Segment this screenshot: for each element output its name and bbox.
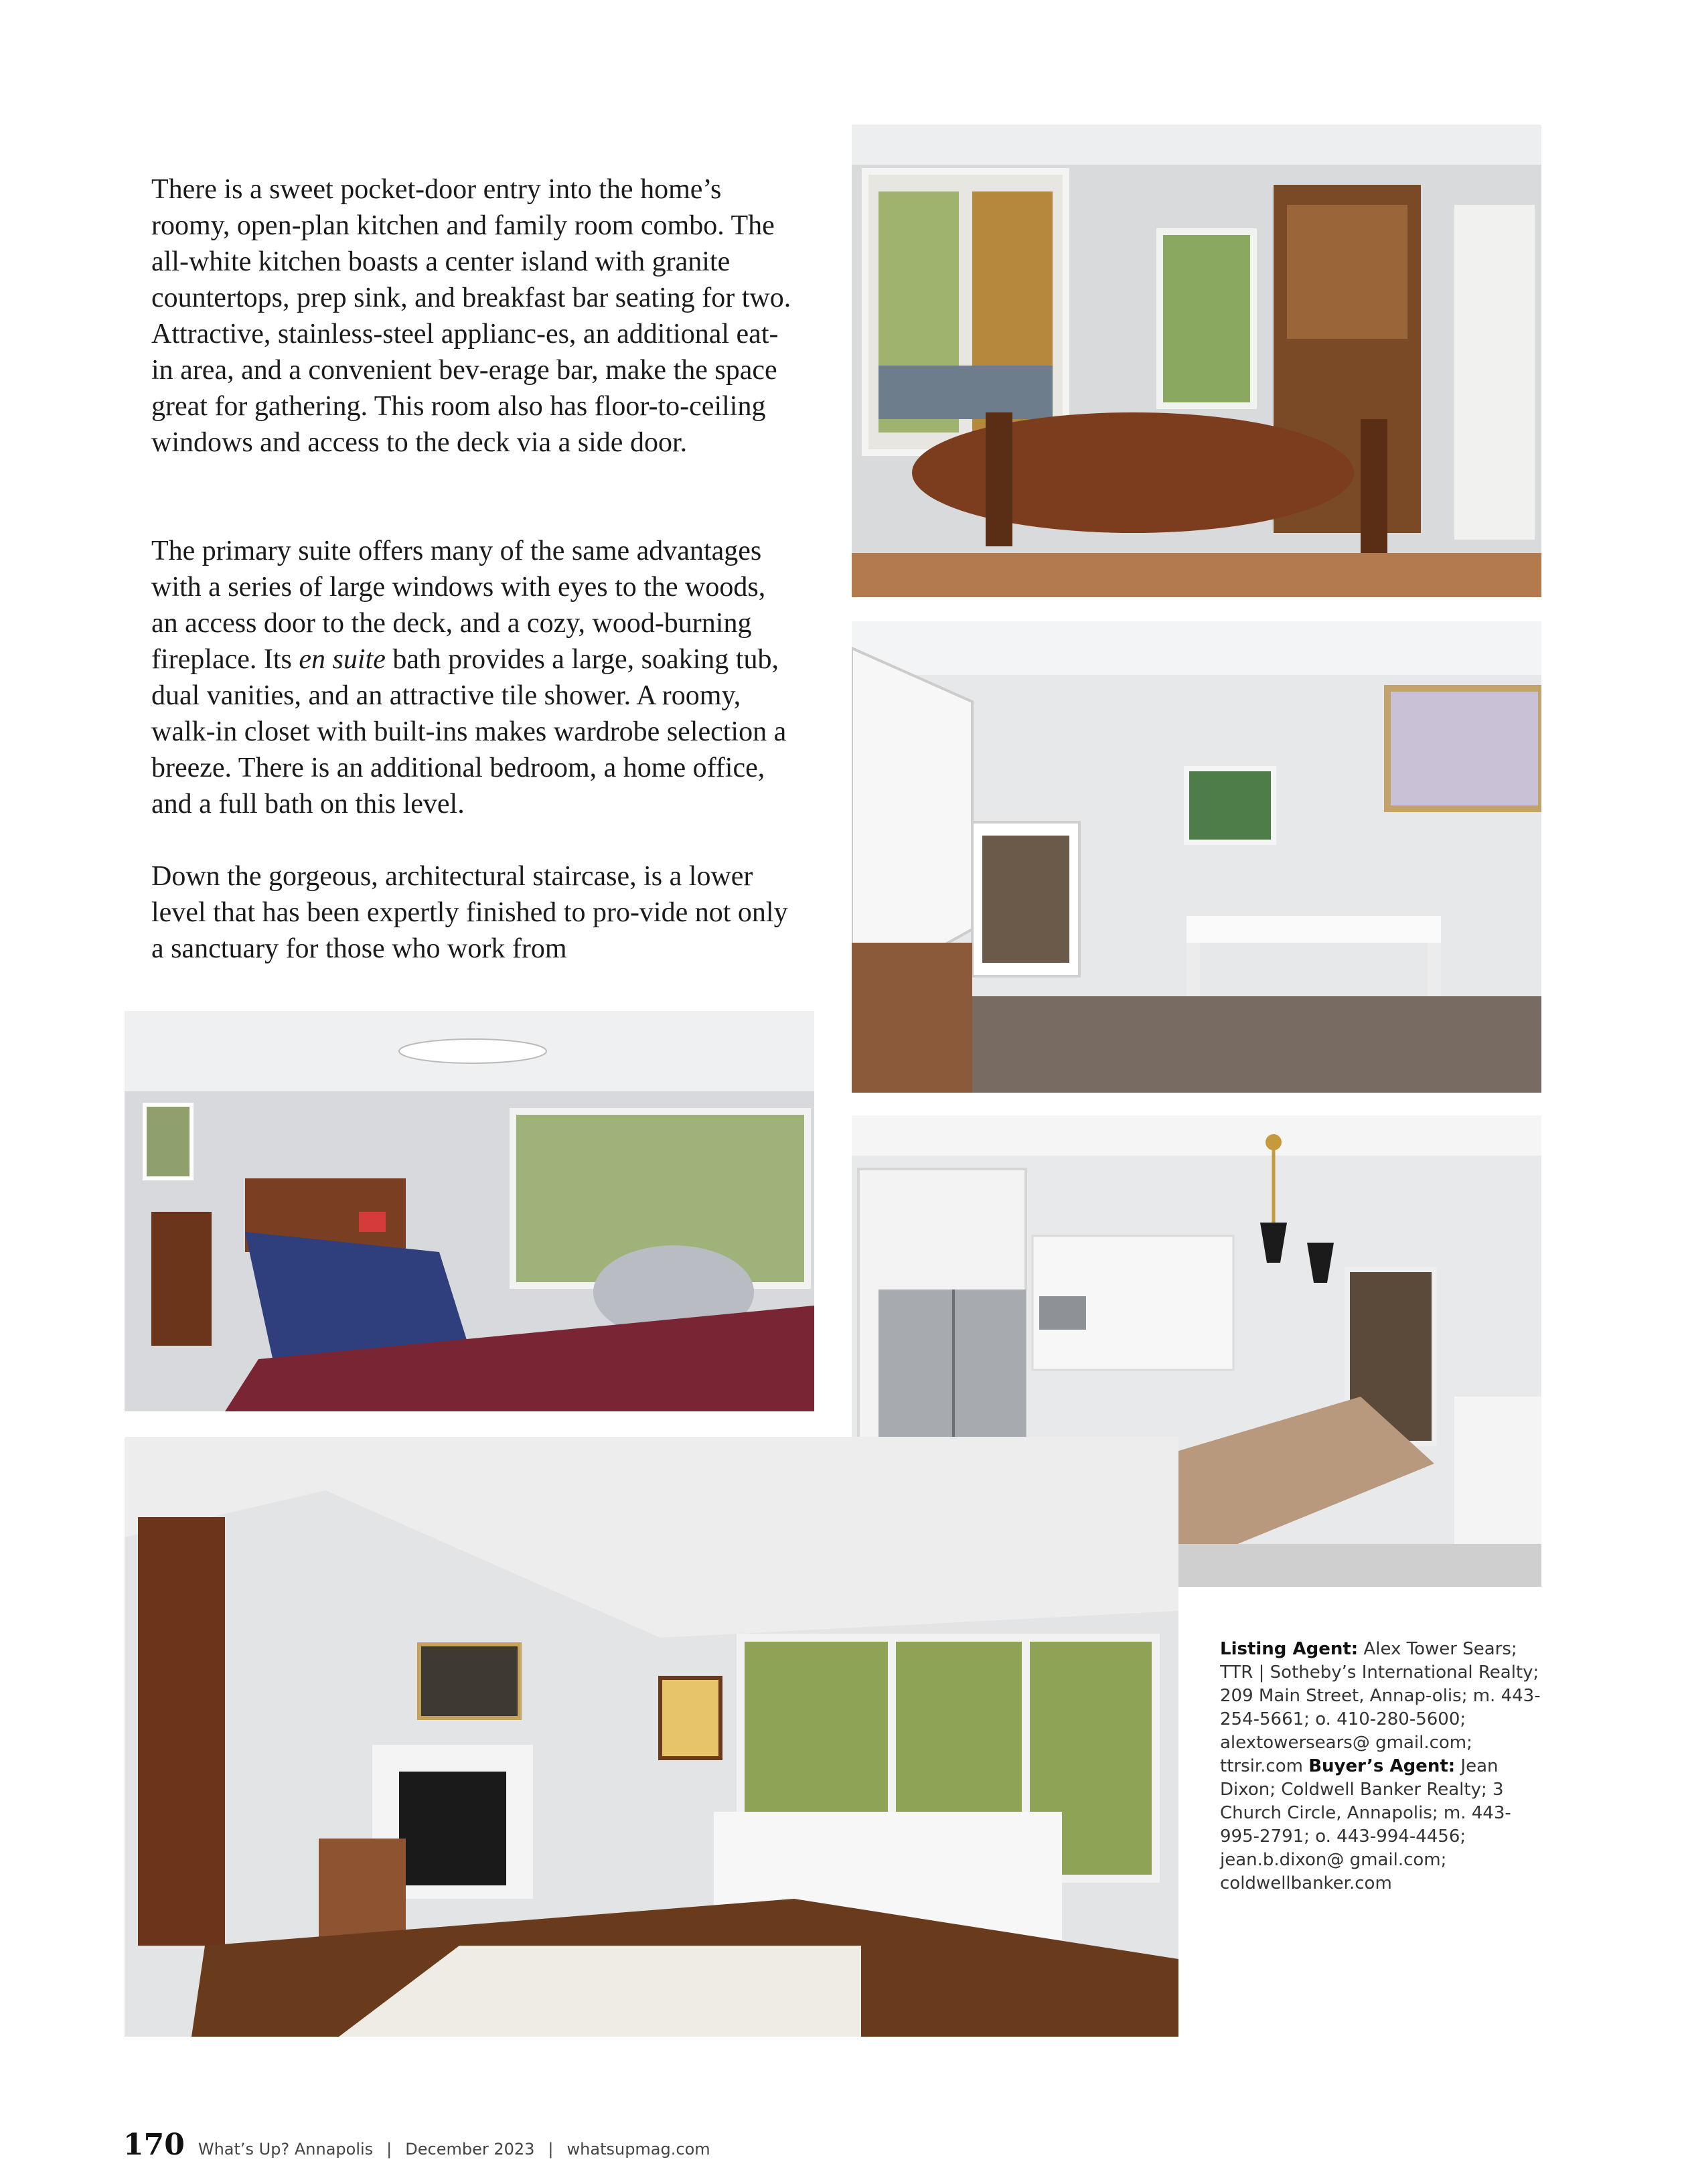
footer-separator: | bbox=[548, 2140, 554, 2159]
agent-info bbox=[1220, 1638, 1541, 1895]
listing-agent-text: Alex Tower Sears; TTR | Sotheby’s International Realty; 209 Main Street, Annap-olis; m. 443-254-5661; o. 410-280-5600; alextowersears@ gmail.com; ttrsir.com bbox=[1220, 1639, 1541, 1776]
paragraph-primary-suite bbox=[151, 533, 794, 822]
page-number: 170 bbox=[123, 2128, 185, 2162]
paragraph-part: bath provides a large, soaking tub, dual vanities, and an attractive tile shower. A roomy, walk-in closet with built-ins makes wardrobe selection a breeze. There is an additional bedroom, a home office, and a full bath on this level. bbox=[151, 644, 787, 820]
family-room-photo bbox=[125, 1437, 1178, 2037]
issue-date: December 2023 bbox=[405, 2140, 535, 2159]
paragraph-part: The primary suite offers many of the same advantages with a series of large windows with eyes to the woods, an access door to the deck, and a cozy, wood-burning fireplace. Its bbox=[151, 536, 766, 675]
bedroom-photo bbox=[125, 1011, 814, 1411]
paragraph-kitchen: There is a sweet pocket-door entry into the home’s roomy, open-plan kitchen and family room combo. The all-white kitchen boasts a center island with granite countertops, prep sink, and breakfast bar seating for two. Attractive, stainless-steel applianc-es, an additional eat-in area, and a convenient bev-erage bar, make the space great for gathering. This room also has floor-to-ceiling windows and access to the deck via a side door. bbox=[151, 174, 791, 458]
paragraph-lower-level: Down the gorgeous, architectural staircase, is a lower level that has been expertly finished to pro-vide not only a sanctuary for those who work from bbox=[151, 861, 788, 964]
website: whatsupmag.com bbox=[566, 2140, 710, 2159]
italic-term: en suite bbox=[299, 644, 386, 675]
buyer-agent-label: Buyer’s Agent: bbox=[1308, 1756, 1456, 1776]
office-staircase-photo bbox=[852, 621, 1541, 1093]
listing-agent-label: Listing Agent: bbox=[1220, 1639, 1359, 1659]
page-footer bbox=[123, 2128, 710, 2162]
footer-separator: | bbox=[386, 2140, 392, 2159]
dining-room-photo bbox=[852, 125, 1541, 597]
buyer-agent-text: Jean Dixon; Coldwell Banker Realty; 3 Church Circle, Annapolis; m. 443-995-2791; o. 443-994-4456; jean.b.dixon@ gmail.com; coldwellbanker.com bbox=[1220, 1756, 1511, 1893]
publication-name: What’s Up? Annapolis bbox=[198, 2140, 374, 2159]
